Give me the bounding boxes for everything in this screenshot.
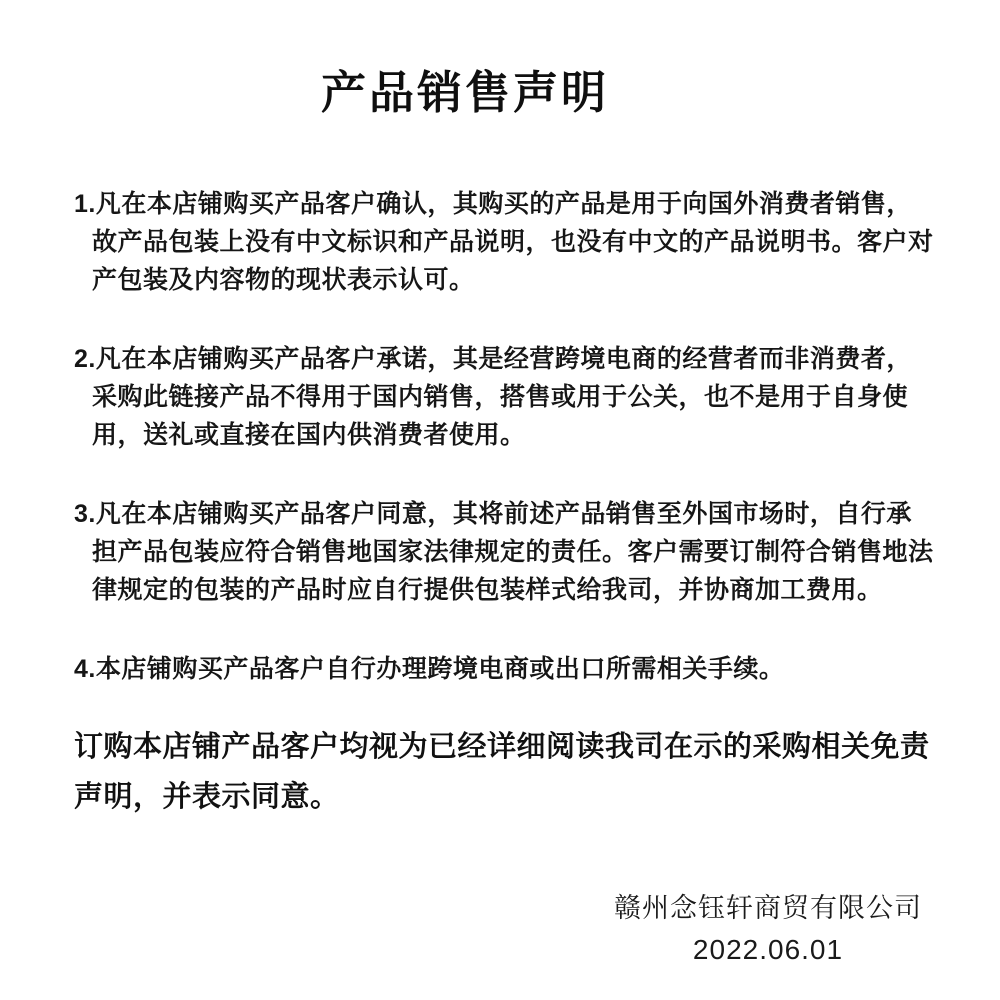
signature-date: 2022.06.01: [692, 934, 844, 965]
clause-3: 3.凡在本店铺购买产品客户同意，其将前述产品销售至外国市场时，自行承担产品包装应符合销售地国家法律规定的责任。客户需要订制符合销售地法律规定的包装的产品时应自行提供包装样式给我司，并协商加工费用。: [74, 500, 934, 604]
clause-2: 2.凡在本店铺购买产品客户承诺，其是经营跨境电商的经营者而非消费者，采购此链接产品不得用于国内销售，搭售或用于公关，也不是用于自身使用，送礼或直接在国内供消费者使用。: [74, 345, 912, 449]
company-name: 赣州念钰轩商贸有限公司: [614, 893, 922, 923]
closing-statement: 订购本店铺产品客户均视为已经详细阅读我司在示的采购相关免责声明，并表示同意。: [74, 731, 930, 813]
clause-4: 4.本店铺购买产品客户自行办理跨境电商或出口所需相关手续。: [74, 655, 785, 683]
clause-1: 1.凡在本店铺购买产品客户确认，其购买的产品是用于向国外消费者销售，故产品包装上没有中文标识和产品说明，也没有中文的产品说明书。客户对产包装及内容物的现状表示认可。: [74, 190, 934, 294]
signature-block: [614, 886, 922, 966]
page-title: 产品销售声明: [320, 67, 609, 118]
clause-list: [0, 185, 1000, 688]
